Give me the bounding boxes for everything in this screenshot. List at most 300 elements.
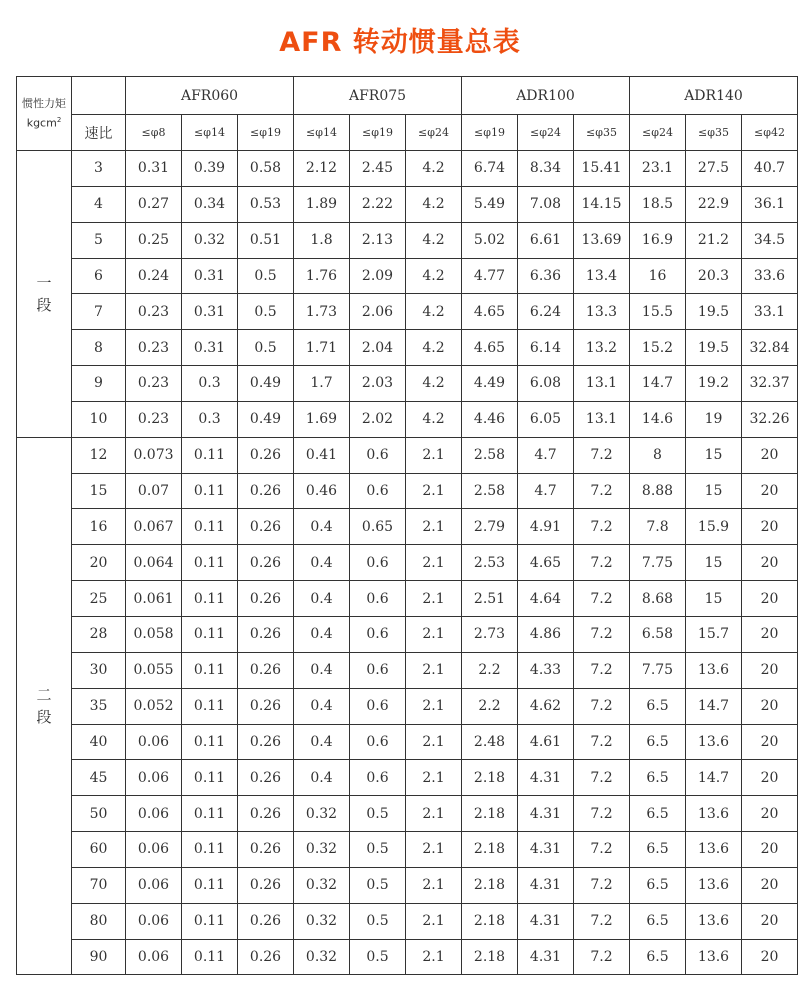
value-cell: 0.26 (238, 581, 294, 617)
model-header-adr140: ADR140 (630, 77, 798, 115)
value-cell: 7.2 (574, 509, 630, 545)
value-cell: 4.65 (462, 330, 518, 366)
table-row (17, 616, 798, 652)
value-cell: 13.6 (686, 867, 742, 903)
ratio-cell: 28 (72, 616, 126, 652)
stage-label-line1: 一 (36, 273, 52, 292)
value-cell: 4.2 (406, 258, 462, 294)
value-cell: 0.26 (238, 867, 294, 903)
ratio-cell: 15 (72, 473, 126, 509)
value-cell: 7.2 (574, 616, 630, 652)
value-cell: 7.2 (574, 832, 630, 868)
value-cell: 4.31 (518, 867, 574, 903)
value-cell: 0.26 (238, 437, 294, 473)
value-cell: 0.31 (182, 294, 238, 330)
value-cell: 13.1 (574, 401, 630, 437)
value-cell: 0.26 (238, 760, 294, 796)
table-row (17, 724, 798, 760)
value-cell: 20.3 (686, 258, 742, 294)
ratio-cell: 40 (72, 724, 126, 760)
value-cell: 4.2 (406, 151, 462, 187)
value-cell: 2.13 (350, 222, 406, 258)
value-cell: 0.052 (126, 688, 182, 724)
table-row (17, 366, 798, 402)
value-cell: 4.31 (518, 903, 574, 939)
value-cell: 4.2 (406, 222, 462, 258)
value-cell: 0.06 (126, 939, 182, 975)
ratio-cell: 60 (72, 832, 126, 868)
value-cell: 0.058 (126, 616, 182, 652)
value-cell: 4.64 (518, 581, 574, 617)
stage-label-line1: 二 (36, 686, 52, 705)
value-cell: 4.86 (518, 616, 574, 652)
value-cell: 15 (686, 545, 742, 581)
value-cell: 32.26 (742, 401, 798, 437)
value-cell: 15.7 (686, 616, 742, 652)
value-cell: 19.2 (686, 366, 742, 402)
value-cell: 6.74 (462, 151, 518, 187)
spec-header-cell: ≤φ24 (630, 115, 686, 151)
value-cell: 22.9 (686, 186, 742, 222)
value-cell: 0.11 (182, 867, 238, 903)
stage-label-line2: 段 (36, 295, 52, 314)
value-cell: 2.1 (406, 473, 462, 509)
value-cell: 7.2 (574, 688, 630, 724)
value-cell: 4.65 (518, 545, 574, 581)
value-cell: 2.53 (462, 545, 518, 581)
value-cell: 0.11 (182, 796, 238, 832)
value-cell: 16 (630, 258, 686, 294)
value-cell: 0.4 (294, 652, 350, 688)
spec-header-cell: ≤φ35 (574, 115, 630, 151)
value-cell: 14.7 (686, 760, 742, 796)
value-cell: 0.6 (350, 437, 406, 473)
value-cell: 1.69 (294, 401, 350, 437)
value-cell: 7.2 (574, 903, 630, 939)
value-cell: 2.06 (350, 294, 406, 330)
value-cell: 0.5 (350, 796, 406, 832)
value-cell: 6.5 (630, 724, 686, 760)
value-cell: 4.77 (462, 258, 518, 294)
value-cell: 6.5 (630, 688, 686, 724)
table-row (17, 186, 798, 222)
value-cell: 2.45 (350, 151, 406, 187)
value-cell: 20 (742, 473, 798, 509)
value-cell: 4.2 (406, 294, 462, 330)
value-cell: 0.32 (294, 903, 350, 939)
value-cell: 4.33 (518, 652, 574, 688)
value-cell: 0.23 (126, 294, 182, 330)
value-cell: 7.08 (518, 186, 574, 222)
corner-unit-sup: 2 (56, 115, 62, 124)
value-cell: 2.79 (462, 509, 518, 545)
spec-header-cell: ≤φ19 (350, 115, 406, 151)
value-cell: 0.32 (294, 939, 350, 975)
spec-header-cell: ≤φ42 (742, 115, 798, 151)
value-cell: 15 (686, 581, 742, 617)
model-header-afr075: AFR075 (294, 77, 462, 115)
value-cell: 2.1 (406, 509, 462, 545)
value-cell: 0.27 (126, 186, 182, 222)
value-cell: 2.2 (462, 688, 518, 724)
value-cell: 0.26 (238, 832, 294, 868)
value-cell: 0.6 (350, 724, 406, 760)
ratio-cell: 3 (72, 151, 126, 187)
value-cell: 0.26 (238, 509, 294, 545)
value-cell: 21.2 (686, 222, 742, 258)
value-cell: 6.5 (630, 867, 686, 903)
value-cell: 0.06 (126, 832, 182, 868)
value-cell: 0.6 (350, 616, 406, 652)
value-cell: 14.7 (630, 366, 686, 402)
value-cell: 0.26 (238, 652, 294, 688)
value-cell: 0.067 (126, 509, 182, 545)
value-cell: 0.23 (126, 330, 182, 366)
value-cell: 7.2 (574, 581, 630, 617)
table-row (17, 652, 798, 688)
value-cell: 7.2 (574, 545, 630, 581)
value-cell: 2.18 (462, 939, 518, 975)
value-cell: 14.7 (686, 688, 742, 724)
value-cell: 20 (742, 437, 798, 473)
table-row (17, 796, 798, 832)
ratio-cell: 16 (72, 509, 126, 545)
stage-label-line2: 段 (36, 708, 52, 727)
value-cell: 0.06 (126, 903, 182, 939)
corner-unit-text: kgcm (26, 116, 57, 130)
inertia-table (16, 76, 798, 975)
value-cell: 0.11 (182, 545, 238, 581)
table-row (17, 151, 798, 187)
value-cell: 2.1 (406, 796, 462, 832)
spec-header-cell: ≤φ24 (518, 115, 574, 151)
value-cell: 6.14 (518, 330, 574, 366)
value-cell: 2.02 (350, 401, 406, 437)
spec-header-cell: ≤φ35 (686, 115, 742, 151)
ratio-cell: 9 (72, 366, 126, 402)
value-cell: 20 (742, 652, 798, 688)
table-row (17, 330, 798, 366)
value-cell: 20 (742, 867, 798, 903)
value-cell: 2.1 (406, 903, 462, 939)
value-cell: 32.84 (742, 330, 798, 366)
value-cell: 0.26 (238, 939, 294, 975)
value-cell: 1.73 (294, 294, 350, 330)
value-cell: 0.11 (182, 437, 238, 473)
value-cell: 13.6 (686, 903, 742, 939)
value-cell: 32.37 (742, 366, 798, 402)
value-cell: 8.88 (630, 473, 686, 509)
value-cell: 0.4 (294, 616, 350, 652)
value-cell: 2.1 (406, 760, 462, 796)
value-cell: 6.5 (630, 760, 686, 796)
ratio-cell: 50 (72, 796, 126, 832)
value-cell: 4.2 (406, 401, 462, 437)
value-cell: 15 (686, 437, 742, 473)
value-cell: 23.1 (630, 151, 686, 187)
value-cell: 0.06 (126, 796, 182, 832)
value-cell: 2.1 (406, 545, 462, 581)
value-cell: 2.1 (406, 724, 462, 760)
value-cell: 36.1 (742, 186, 798, 222)
ratio-cell: 20 (72, 545, 126, 581)
value-cell: 20 (742, 581, 798, 617)
value-cell: 6.5 (630, 903, 686, 939)
value-cell: 2.1 (406, 581, 462, 617)
ratio-cell: 6 (72, 258, 126, 294)
value-cell: 0.53 (238, 186, 294, 222)
ratio-cell: 12 (72, 437, 126, 473)
table-row (17, 688, 798, 724)
spec-header-cell: ≤φ24 (406, 115, 462, 151)
value-cell: 0.26 (238, 796, 294, 832)
value-cell: 0.46 (294, 473, 350, 509)
value-cell: 2.51 (462, 581, 518, 617)
value-cell: 2.09 (350, 258, 406, 294)
value-cell: 0.061 (126, 581, 182, 617)
value-cell: 0.31 (126, 151, 182, 187)
value-cell: 0.6 (350, 760, 406, 796)
value-cell: 0.11 (182, 688, 238, 724)
value-cell: 13.6 (686, 796, 742, 832)
value-cell: 20 (742, 832, 798, 868)
value-cell: 0.07 (126, 473, 182, 509)
value-cell: 0.23 (126, 401, 182, 437)
corner-unit (17, 112, 71, 132)
value-cell: 7.8 (630, 509, 686, 545)
value-cell: 0.26 (238, 473, 294, 509)
value-cell: 20 (742, 796, 798, 832)
value-cell: 13.1 (574, 366, 630, 402)
value-cell: 2.58 (462, 473, 518, 509)
spec-header-cell: ≤φ8 (126, 115, 182, 151)
table-row (17, 222, 798, 258)
value-cell: 0.49 (238, 401, 294, 437)
value-cell: 20 (742, 939, 798, 975)
value-cell: 2.18 (462, 760, 518, 796)
value-cell: 0.06 (126, 760, 182, 796)
ratio-cell: 30 (72, 652, 126, 688)
value-cell: 7.2 (574, 760, 630, 796)
value-cell: 0.32 (294, 796, 350, 832)
value-cell: 5.49 (462, 186, 518, 222)
value-cell: 7.75 (630, 652, 686, 688)
value-cell: 1.8 (294, 222, 350, 258)
value-cell: 0.6 (350, 688, 406, 724)
value-cell: 0.41 (294, 437, 350, 473)
value-cell: 2.04 (350, 330, 406, 366)
table-row (17, 401, 798, 437)
table-row (17, 760, 798, 796)
value-cell: 0.3 (182, 366, 238, 402)
value-cell: 20 (742, 760, 798, 796)
value-cell: 0.31 (182, 258, 238, 294)
spec-header-cell: ≤φ14 (182, 115, 238, 151)
value-cell: 0.26 (238, 724, 294, 760)
value-cell: 0.11 (182, 724, 238, 760)
value-cell: 14.15 (574, 186, 630, 222)
stage-label (17, 437, 72, 975)
value-cell: 0.58 (238, 151, 294, 187)
value-cell: 0.4 (294, 688, 350, 724)
value-cell: 7.2 (574, 437, 630, 473)
value-cell: 6.36 (518, 258, 574, 294)
value-cell: 2.1 (406, 616, 462, 652)
value-cell: 20 (742, 688, 798, 724)
value-cell: 0.4 (294, 545, 350, 581)
table-row (17, 867, 798, 903)
value-cell: 0.6 (350, 473, 406, 509)
value-cell: 15.41 (574, 151, 630, 187)
value-cell: 4.31 (518, 796, 574, 832)
value-cell: 0.5 (238, 258, 294, 294)
value-cell: 0.26 (238, 616, 294, 652)
value-cell: 4.2 (406, 366, 462, 402)
value-cell: 15 (686, 473, 742, 509)
value-cell: 34.5 (742, 222, 798, 258)
value-cell: 0.4 (294, 509, 350, 545)
value-cell: 15.5 (630, 294, 686, 330)
value-cell: 2.1 (406, 939, 462, 975)
value-cell: 19 (686, 401, 742, 437)
stage-label (17, 151, 72, 438)
value-cell: 0.34 (182, 186, 238, 222)
ratio-cell: 5 (72, 222, 126, 258)
value-cell: 0.06 (126, 867, 182, 903)
value-cell: 6.24 (518, 294, 574, 330)
table-row (17, 258, 798, 294)
value-cell: 0.11 (182, 581, 238, 617)
value-cell: 1.76 (294, 258, 350, 294)
value-cell: 2.1 (406, 832, 462, 868)
value-cell: 0.5 (350, 939, 406, 975)
value-cell: 0.6 (350, 652, 406, 688)
value-cell: 0.5 (350, 832, 406, 868)
value-cell: 8 (630, 437, 686, 473)
value-cell: 2.58 (462, 437, 518, 473)
value-cell: 0.3 (182, 401, 238, 437)
value-cell: 2.03 (350, 366, 406, 402)
value-cell: 1.71 (294, 330, 350, 366)
value-cell: 20 (742, 616, 798, 652)
value-cell: 0.11 (182, 760, 238, 796)
table-row (17, 581, 798, 617)
value-cell: 0.6 (350, 581, 406, 617)
value-cell: 27.5 (686, 151, 742, 187)
value-cell: 0.4 (294, 724, 350, 760)
spec-header-cell: ≤φ19 (462, 115, 518, 151)
value-cell: 13.6 (686, 652, 742, 688)
value-cell: 7.2 (574, 473, 630, 509)
value-cell: 14.6 (630, 401, 686, 437)
spec-header-cell: ≤φ14 (294, 115, 350, 151)
value-cell: 2.12 (294, 151, 350, 187)
corner-header (17, 77, 72, 151)
value-cell: 2.73 (462, 616, 518, 652)
value-cell: 40.7 (742, 151, 798, 187)
value-cell: 0.32 (294, 867, 350, 903)
value-cell: 4.49 (462, 366, 518, 402)
value-cell: 20 (742, 724, 798, 760)
value-cell: 2.1 (406, 867, 462, 903)
value-cell: 13.3 (574, 294, 630, 330)
value-cell: 15.9 (686, 509, 742, 545)
table-row (17, 545, 798, 581)
value-cell: 6.58 (630, 616, 686, 652)
value-cell: 4.31 (518, 832, 574, 868)
value-cell: 0.26 (238, 545, 294, 581)
spec-header-row (17, 115, 798, 151)
value-cell: 0.4 (294, 581, 350, 617)
value-cell: 0.24 (126, 258, 182, 294)
value-cell: 0.11 (182, 509, 238, 545)
table-row (17, 939, 798, 975)
value-cell: 0.23 (126, 366, 182, 402)
value-cell: 13.6 (686, 939, 742, 975)
value-cell: 0.25 (126, 222, 182, 258)
value-cell: 4.31 (518, 760, 574, 796)
value-cell: 0.11 (182, 832, 238, 868)
value-cell: 0.32 (294, 832, 350, 868)
ratio-cell: 10 (72, 401, 126, 437)
value-cell: 7.2 (574, 867, 630, 903)
value-cell: 16.9 (630, 222, 686, 258)
value-cell: 6.08 (518, 366, 574, 402)
value-cell: 4.7 (518, 473, 574, 509)
value-cell: 15.2 (630, 330, 686, 366)
value-cell: 4.7 (518, 437, 574, 473)
spec-header-cell: ≤φ19 (238, 115, 294, 151)
value-cell: 8.34 (518, 151, 574, 187)
ratio-cell: 8 (72, 330, 126, 366)
value-cell: 13.6 (686, 724, 742, 760)
value-cell: 0.65 (350, 509, 406, 545)
value-cell: 0.11 (182, 939, 238, 975)
value-cell: 0.11 (182, 652, 238, 688)
value-cell: 19.5 (686, 330, 742, 366)
value-cell: 6.5 (630, 796, 686, 832)
value-cell: 2.2 (462, 652, 518, 688)
value-cell: 0.39 (182, 151, 238, 187)
value-cell: 4.46 (462, 401, 518, 437)
value-cell: 18.5 (630, 186, 686, 222)
value-cell: 4.31 (518, 939, 574, 975)
value-cell: 0.26 (238, 688, 294, 724)
value-cell: 5.02 (462, 222, 518, 258)
value-cell: 6.61 (518, 222, 574, 258)
ratio-header: 速比 (72, 115, 126, 151)
value-cell: 13.6 (686, 832, 742, 868)
value-cell: 0.064 (126, 545, 182, 581)
value-cell: 0.31 (182, 330, 238, 366)
ratio-cell: 4 (72, 186, 126, 222)
value-cell: 7.2 (574, 796, 630, 832)
value-cell: 4.65 (462, 294, 518, 330)
value-cell: 2.18 (462, 796, 518, 832)
blank-header-cell (72, 77, 126, 115)
value-cell: 0.5 (238, 330, 294, 366)
value-cell: 4.62 (518, 688, 574, 724)
value-cell: 0.5 (350, 867, 406, 903)
value-cell: 2.22 (350, 186, 406, 222)
table-row (17, 437, 798, 473)
value-cell: 13.2 (574, 330, 630, 366)
value-cell: 4.91 (518, 509, 574, 545)
value-cell: 0.5 (350, 903, 406, 939)
value-cell: 19.5 (686, 294, 742, 330)
value-cell: 0.06 (126, 724, 182, 760)
value-cell: 7.2 (574, 939, 630, 975)
